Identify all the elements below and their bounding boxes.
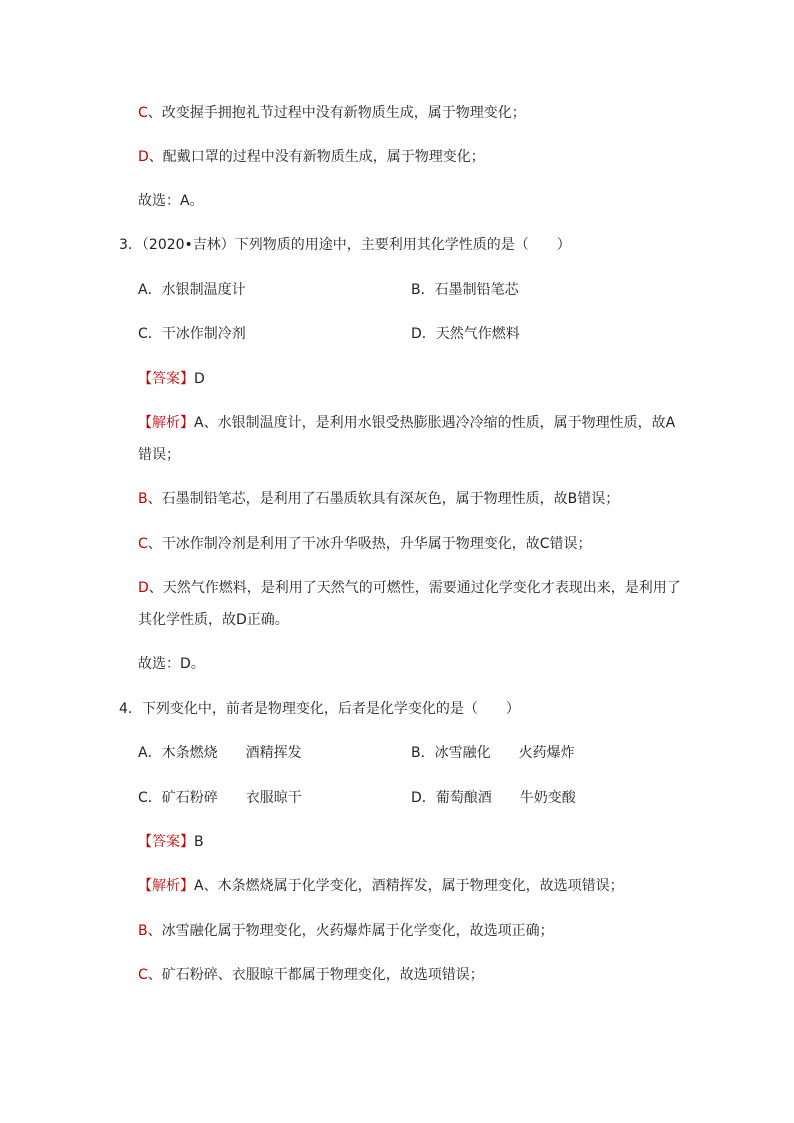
prev-analysis-c	[138, 103, 526, 123]
answer-value: B	[194, 834, 204, 850]
option-letter: C	[138, 536, 148, 552]
answer-label: 【答案】	[138, 371, 194, 387]
option-d-second: 牛奶变酸	[519, 790, 576, 806]
analysis-text: A、木条燃烧属于化学变化，酒精挥发，属于物理变化，故选项错误；	[194, 878, 624, 894]
q3-option-d: D．天然气作燃料	[411, 326, 520, 342]
option-letter: D	[138, 580, 149, 596]
analysis-text: 、石墨制铅笔芯，是利用了石墨质软具有深灰色，属于物理性质，故B错误；	[147, 491, 620, 507]
answer-value: D	[194, 371, 205, 387]
q4-analysis-c	[138, 965, 484, 985]
q3-analysis-d	[138, 578, 681, 598]
analysis-text: 、配戴口罩的过程中没有新物质生成，属于物理变化；	[148, 149, 485, 165]
q3-option-b: B．石墨制铅笔芯	[411, 282, 519, 298]
option-a-first: A．木条燃烧	[138, 745, 218, 761]
q3-analysis-b	[138, 489, 619, 509]
option-letter: C	[138, 967, 148, 983]
q4-answer	[138, 832, 204, 852]
analysis-text: 、矿石粉碎、衣服晾干都属于物理变化，故选项错误；	[147, 967, 484, 983]
option-c-second: 衣服晾干	[245, 790, 302, 806]
analysis-text: 、改变握手拥抱礼节过程中没有新物质生成，属于物理变化；	[147, 105, 526, 121]
question-3-stem: 3．（2020•吉林）下列物质的用途中，主要利用其化学性质的是（ ）	[119, 237, 571, 253]
option-letter: C	[138, 105, 148, 121]
option-a-second: 酒精挥发	[245, 745, 302, 761]
question-4-stem: 4．下列变化中，前者是物理变化，后者是化学变化的是（ ）	[119, 701, 520, 717]
analysis-label: 【解析】	[138, 878, 194, 894]
analysis-text: 、冰雪融化属于物理变化，火药爆炸属于化学变化，故选项正确；	[147, 923, 554, 939]
analysis-text: 、天然气作燃料，是利用了天然气的可燃性，需要通过化学变化才表现出来，是利用了	[148, 580, 681, 596]
q3-analysis-c	[138, 534, 592, 554]
q3-conclusion: 故选：D。	[138, 656, 205, 672]
option-letter: B	[138, 923, 148, 939]
q3-analysis-d-cont: 其化学性质，故D正确。	[138, 612, 289, 628]
prev-answer: 故选：A。	[138, 193, 204, 209]
q3-option-a: A．水银制温度计	[138, 282, 246, 298]
q4-option-d	[411, 788, 576, 808]
option-letter: B	[138, 491, 148, 507]
option-letter: D	[138, 149, 149, 165]
option-b-second: 火药爆炸	[518, 745, 575, 761]
q3-answer	[138, 369, 205, 389]
analysis-text: 、干冰作制冷剂是利用了干冰升华吸热，升华属于物理变化，故C错误；	[147, 536, 592, 552]
q4-analysis-b	[138, 921, 554, 941]
option-b-first: B．冰雪融化	[411, 745, 491, 761]
analysis-text: A、水银制温度计，是利用水银受热膨胀遇冷冷缩的性质，属于物理性质，故A	[194, 415, 676, 431]
q3-option-c: C．干冰作制冷剂	[138, 326, 246, 342]
analysis-label: 【解析】	[138, 415, 194, 431]
q4-analysis-a	[138, 876, 624, 896]
option-c-first: C．矿石粉碎	[138, 790, 218, 806]
answer-label: 【答案】	[138, 834, 194, 850]
q4-option-b	[411, 743, 575, 763]
option-d-first: D．葡萄酿酒	[411, 790, 492, 806]
q3-analysis-a	[138, 413, 675, 433]
q3-analysis-a-cont: 错误；	[138, 447, 180, 463]
prev-analysis-d	[138, 147, 485, 167]
q4-option-a	[138, 743, 302, 763]
q4-option-c	[138, 788, 302, 808]
